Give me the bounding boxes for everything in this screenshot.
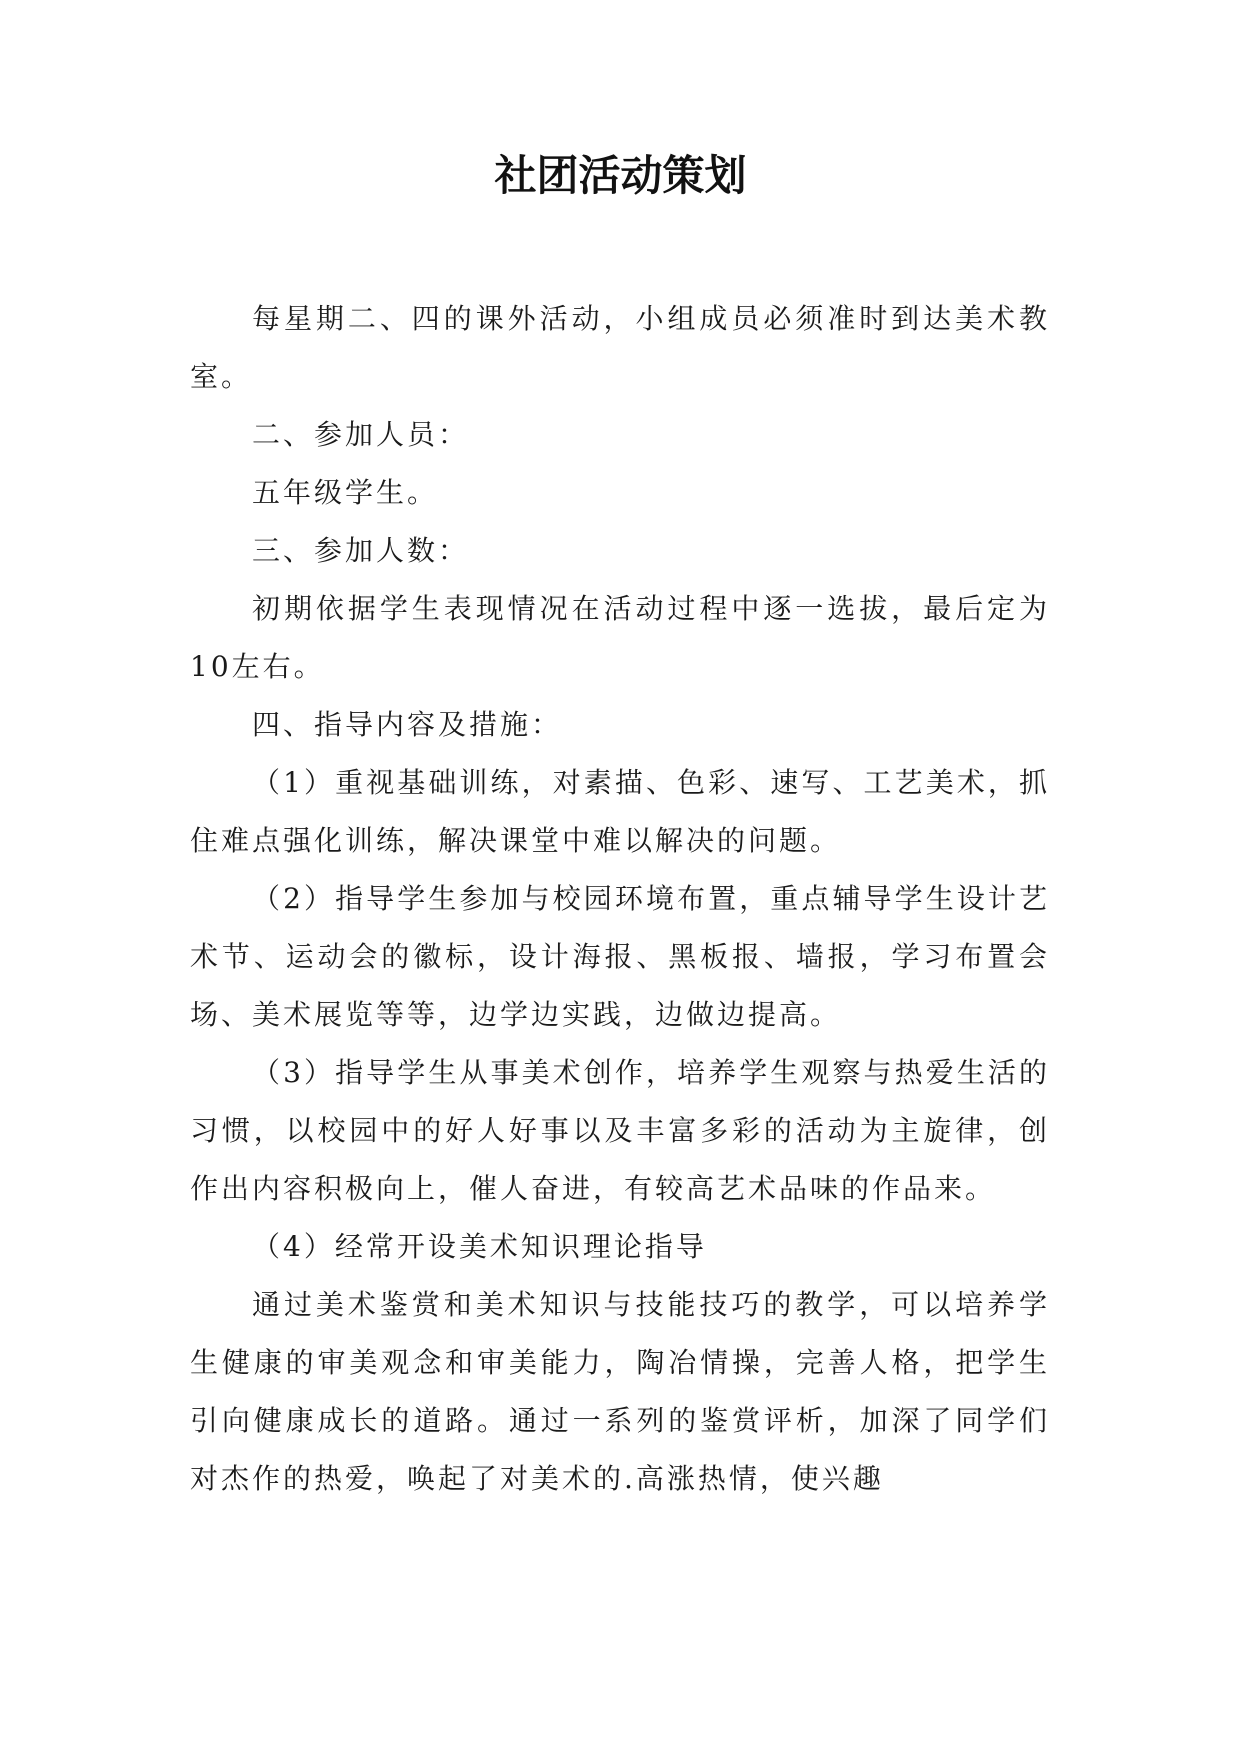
document-body (190, 290, 1050, 1508)
paragraph-measure-1: （1）重视基础训练，对素描、色彩、速写、工艺美术，抓住难点强化训练，解决课堂中难以解决的问题。 (190, 766, 1050, 857)
paragraph-appreciation: 通过美术鉴赏和美术知识与技能技巧的教学，可以培养学生健康的审美观念和审美能力，陶冶情操，完善人格，把学生引向健康成长的道路。通过一系列的鉴赏评析，加深了同学们对杰作的热爱，唤起了对美术的.高涨热情，使兴趣 (190, 1288, 1050, 1495)
heading-participants: 二、参加人员： (252, 418, 470, 451)
heading-guidance-measures: 四、指导内容及措施： (252, 708, 563, 741)
paragraph-measure-2: （2）指导学生参加与校园环境布置，重点辅导学生设计艺术节、运动会的徽标，设计海报、黑板报、墙报，学习布置会场、美术展览等等，边学边实践，边做边提高。 (190, 882, 1050, 1031)
paragraph-meeting-time: 每星期二、四的课外活动，小组成员必须准时到达美术教室。 (190, 302, 1050, 393)
paragraph-measure-3: （3）指导学生从事美术创作，培养学生观察与热爱生活的习惯，以校园中的好人好事以及丰富多彩的活动为主旋律，创作出内容积极向上，催人奋进，有较高艺术品味的作品来。 (190, 1056, 1050, 1205)
paragraph-measure-4: （4）经常开设美术知识理论指导 (252, 1230, 707, 1263)
heading-participant-count: 三、参加人数： (252, 534, 470, 567)
document-title: 社团活动策划 (494, 151, 747, 200)
paragraph-participants: 五年级学生。 (252, 476, 439, 509)
paragraph-participant-count: 初期依据学生表现情况在活动过程中逐一选拔，最后定为10左右。 (190, 592, 1050, 683)
